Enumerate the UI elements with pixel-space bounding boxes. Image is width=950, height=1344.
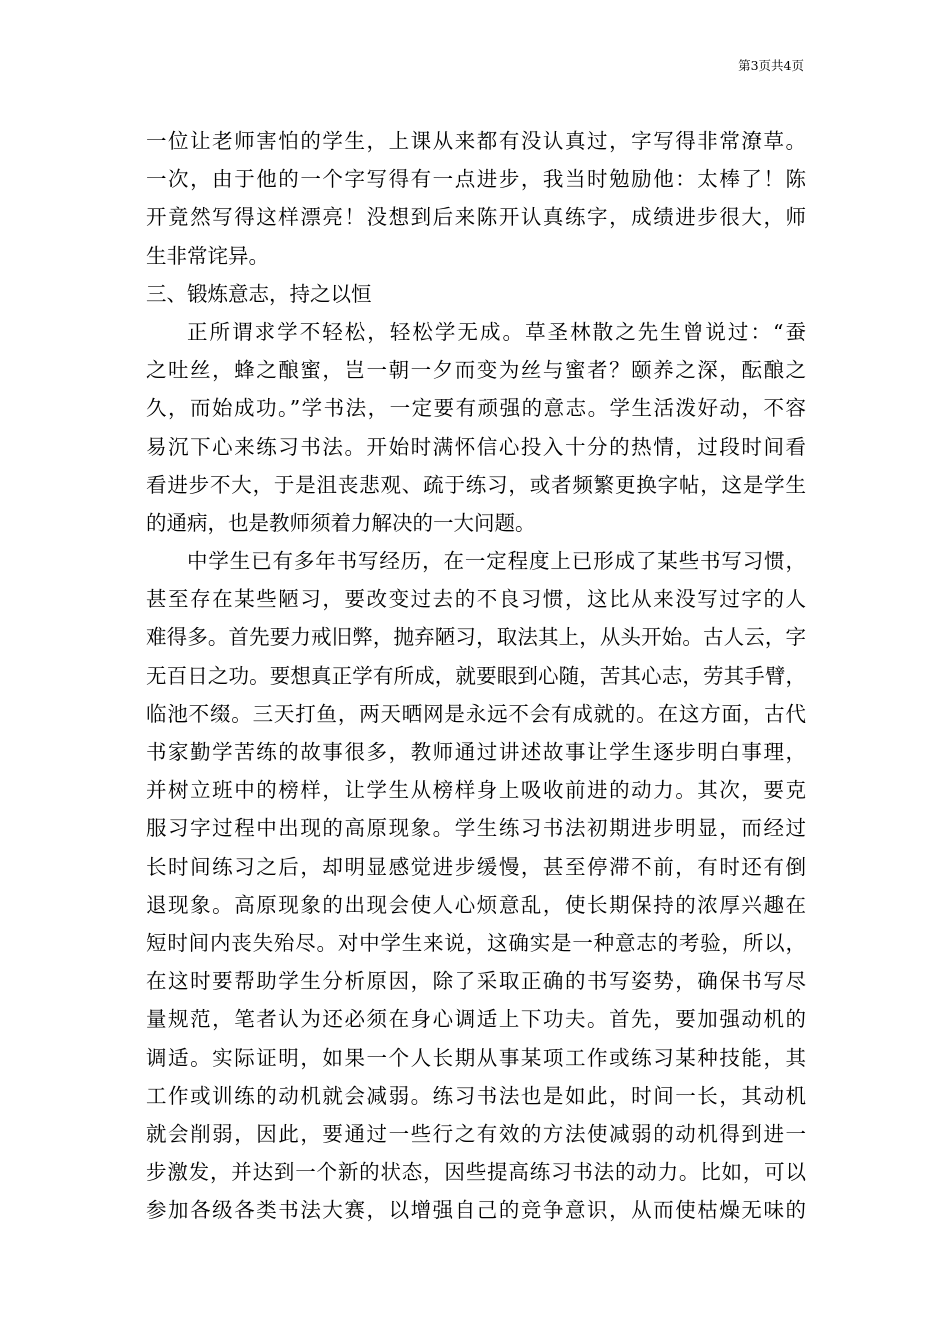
- text-line: 之吐丝，蜂之酿蜜，岂一朝一夕而变为丝与蜜者？颐养之深，酝酿之: [146, 358, 806, 383]
- text-line: 步激发，并达到一个新的状态，因些提高练习书法的动力。比如，可以: [146, 1160, 806, 1185]
- text-line: 服习字过程中出现的高原现象。学生练习书法初期进步明显，而经过: [146, 816, 806, 841]
- text-line: 一位让老师害怕的学生，上课从来都有没认真过，字写得非常潦草。: [146, 129, 806, 153]
- text-line: 易沉下心来练习书法。开始时满怀信心投入十分的热情，过段时间看: [146, 434, 806, 459]
- text-line: 开竟然写得这样漂亮！没想到后来陈开认真练字，成绩进步很大，师: [146, 205, 806, 230]
- document-body: [146, 128, 806, 1235]
- text-line: 并树立班中的榜样，让学生从榜样身上吸收前进的动力。其次，要克: [146, 778, 806, 803]
- text-line: 调适。实际证明，如果一个人长期从事某项工作或练习某种技能，其: [146, 1045, 806, 1070]
- page-number: 第3页共4页: [738, 58, 804, 73]
- text-line: 参加各级各类书法大赛，以增强自己的竞争意识，从而使枯燥无味的: [146, 1198, 806, 1223]
- text-line: 中学生已有多年书写经历，在一定程度上已形成了某些书写习惯，: [187, 549, 806, 574]
- text-line: 生非常诧异。: [146, 243, 269, 268]
- text-line: 久，而始成功。”学书法，一定要有顽强的意志。学生活泼好动，不容: [146, 396, 806, 421]
- text-line: 短时间内丧失殆尽。对中学生来说，这确实是一种意志的考验，所以，: [146, 930, 806, 955]
- text-line: 退现象。高原现象的出现会使人心烦意乱，使长期保持的浓厚兴趣在: [146, 892, 806, 917]
- text-line: 难得多。首先要力戒旧弊，抛弃陋习，取法其上，从头开始。古人云，字: [146, 625, 806, 650]
- text-line: 书家勤学苦练的故事很多，教师通过讲述故事让学生逐步明白事理，: [146, 740, 806, 764]
- text-line: 工作或训练的动机就会减弱。练习书法也是如此，时间一长，其动机: [146, 1083, 806, 1108]
- text-line: 的通病，也是教师须着力解决的一大问题。: [146, 510, 536, 535]
- text-line: 临池不缀。三天打鱼，两天晒网是永远不会有成就的。在这方面，古代: [146, 701, 806, 726]
- text-line: 在这时要帮助学生分析原因，除了采取正确的书写姿势，确保书写尽: [146, 969, 806, 994]
- text-line: 无百日之功。要想真正学有所成，就要眼到心随，苦其心志，劳其手臂，: [146, 663, 806, 688]
- text-line: 正所谓求学不轻松，轻松学无成。草圣林散之先生曾说过：“蚕: [187, 319, 806, 344]
- section-heading: 三、锻炼意志，持之以恒: [146, 281, 372, 306]
- text-line: 一次，由于他的一个字写得有一点进步，我当时勉励他：太棒了！陈: [146, 167, 806, 192]
- text-line: 甚至存在某些陋习，要改变过去的不良习惯，这比从来没写过字的人: [146, 587, 806, 612]
- text-line: 长时间练习之后，却明显感觉进步缓慢，甚至停滞不前，有时还有倒: [146, 854, 806, 879]
- text-line: 就会削弱，因此，要通过一些行之有效的方法使减弱的动机得到进一: [146, 1121, 806, 1146]
- text-line: 量规范，笔者认为还必须在身心调适上下功夫。首先，要加强动机的: [146, 1007, 806, 1032]
- text-line: 看进步不大，于是沮丧悲观、疏于练习，或者频繁更换字帖，这是学生: [146, 472, 806, 497]
